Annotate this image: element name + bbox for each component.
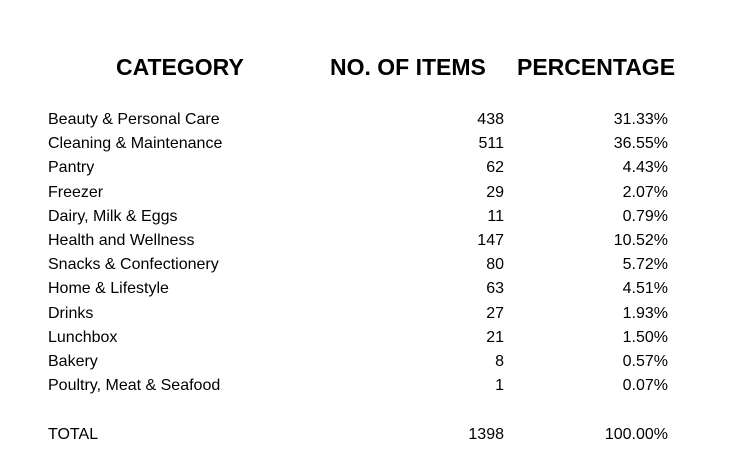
percentage-cell: 4.51% <box>622 280 668 298</box>
items-cell: 11 <box>487 207 504 225</box>
percentage-column-header: PERCENTAGE <box>517 54 676 80</box>
table-row <box>0 253 738 277</box>
table-row <box>0 229 738 253</box>
percentage-cell: 0.79% <box>622 207 668 225</box>
table-row <box>0 205 738 229</box>
percentage-cell: 1.93% <box>622 304 668 322</box>
items-cell: 63 <box>486 280 504 298</box>
category-cell: Beauty & Personal Care <box>48 111 220 128</box>
percentage-cell: 2.07% <box>622 183 668 201</box>
category-cell: Lunchbox <box>48 328 118 346</box>
category-table-body <box>0 108 738 398</box>
table-row <box>0 350 738 374</box>
category-cell: Freezer <box>48 183 104 201</box>
percentage-cell: 0.07% <box>622 377 668 395</box>
table-row <box>0 108 738 132</box>
category-cell: Poultry, Meat & Seafood <box>48 377 221 395</box>
percentage-cell: 10.52% <box>613 231 668 249</box>
items-cell: 511 <box>478 135 504 153</box>
table-row <box>0 302 738 326</box>
items-cell: 1 <box>495 377 504 395</box>
category-cell: Dairy, Milk & Eggs <box>48 207 178 225</box>
total-items: 1398 <box>468 426 504 443</box>
percentage-cell: 36.55% <box>613 135 668 153</box>
items-cell: 62 <box>486 159 504 177</box>
table-row <box>0 132 738 156</box>
table-row <box>0 156 738 180</box>
total-label: TOTAL <box>48 426 99 443</box>
total-row <box>0 423 738 447</box>
category-cell: Bakery <box>48 352 98 370</box>
percentage-cell: 4.43% <box>622 159 668 177</box>
items-cell: 80 <box>486 256 504 274</box>
percentage-cell: 0.57% <box>622 352 668 370</box>
items-cell: 21 <box>486 328 504 346</box>
items-cell: 147 <box>477 231 504 249</box>
category-cell: Drinks <box>48 304 94 322</box>
table-row <box>0 181 738 205</box>
category-column-header: CATEGORY <box>116 54 244 80</box>
category-cell: Health and Wellness <box>48 231 195 249</box>
percentage-cell: 5.72% <box>622 256 668 274</box>
items-cell: 438 <box>477 111 504 128</box>
table-row <box>0 326 738 350</box>
items-column-header: NO. OF ITEMS <box>330 54 486 80</box>
total-percentage: 100.00% <box>604 426 668 443</box>
category-cell: Home & Lifestyle <box>48 280 169 298</box>
items-cell: 8 <box>495 352 504 370</box>
items-cell: 27 <box>486 304 504 322</box>
table-row <box>0 374 738 398</box>
items-cell: 29 <box>486 183 504 201</box>
category-cell: Cleaning & Maintenance <box>48 135 223 153</box>
percentage-cell: 31.33% <box>613 111 668 128</box>
table-row <box>0 277 738 301</box>
category-cell: Snacks & Confectionery <box>48 256 219 274</box>
percentage-cell: 1.50% <box>622 328 668 346</box>
category-cell: Pantry <box>48 159 95 177</box>
